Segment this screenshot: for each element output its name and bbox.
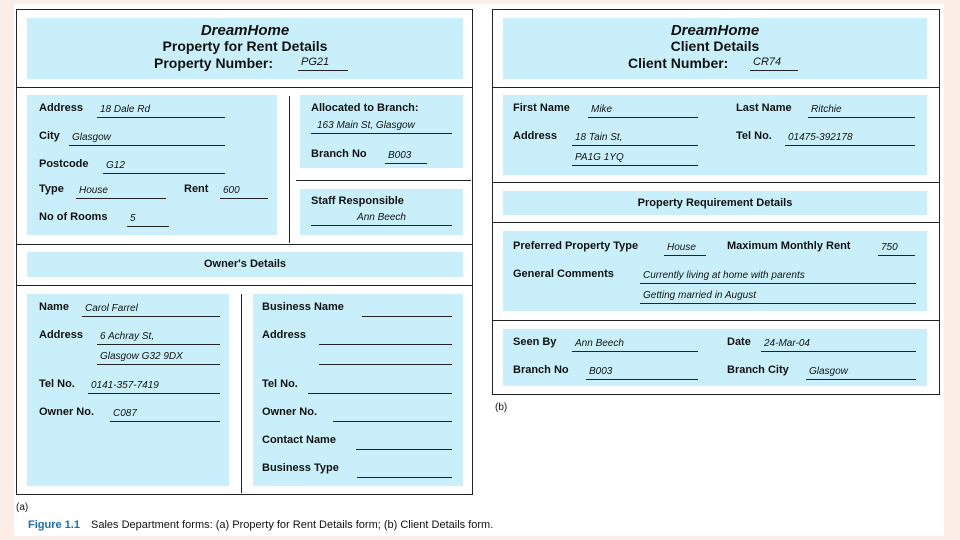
contact-name-label: Contact Name (262, 434, 336, 446)
type-value: House (76, 184, 166, 199)
postcode-label: Postcode (39, 158, 89, 170)
business-name-label: Business Name (262, 301, 344, 313)
rooms-value: 5 (127, 212, 169, 227)
city-label: City (39, 130, 60, 142)
seen-by-label: Seen By (513, 336, 557, 348)
divider (17, 244, 472, 245)
client-form-brand: DreamHome (670, 22, 760, 39)
client-tel-value: 01475-392178 (785, 131, 915, 146)
branch-city-value: Glasgow (806, 365, 916, 380)
business-tel-label: Tel No. (262, 378, 298, 390)
client-branch-no-label: Branch No (513, 364, 569, 376)
rooms-label: No of Rooms (39, 211, 108, 223)
figure-caption-text: Sales Department forms: (a) Property for Rent Details form; (b) Client Details form. (91, 519, 494, 531)
requirements-heading: Property Requirement Details (637, 197, 793, 209)
owners-details-heading: Owner's Details (203, 258, 287, 270)
owner-tel-value: 0141-357-7419 (88, 379, 220, 394)
business-type-field (357, 463, 452, 478)
client-address-label: Address (513, 130, 558, 142)
preferred-type-value: House (664, 241, 706, 256)
business-owner-no-label: Owner No. (262, 406, 318, 418)
divider (493, 320, 939, 321)
business-address-line1 (319, 330, 452, 345)
owner-address-line2: Glasgow G32 9DX (97, 350, 220, 365)
last-name-value: Ritchie (808, 103, 915, 118)
divider (493, 222, 939, 223)
property-number-label: Property Number: (154, 55, 274, 71)
client-number-label: Client Number: (628, 55, 729, 71)
figure-number: Figure 1.1 (28, 519, 80, 531)
divider (17, 285, 472, 286)
preferred-type-label: Preferred Property Type (513, 240, 639, 252)
rent-label: Rent (184, 183, 209, 195)
divider (289, 96, 290, 243)
property-form-brand: DreamHome (200, 22, 290, 39)
date-value: 24-Mar-04 (761, 337, 916, 352)
staff-label: Staff Responsible (311, 195, 404, 207)
business-type-label: Business Type (262, 462, 339, 474)
comments-line1: Currently living at home with parents (640, 269, 916, 284)
last-name-label: Last Name (736, 102, 792, 114)
max-rent-label: Maximum Monthly Rent (727, 240, 851, 252)
divider (493, 87, 939, 88)
staff-value: Ann Beech (311, 211, 452, 226)
city-value: Glasgow (69, 131, 225, 146)
figure-caption (28, 519, 493, 531)
business-address-label: Address (262, 329, 307, 341)
client-form-title: Client Details (670, 38, 760, 54)
allocated-branch-label: Allocated to Branch: (311, 102, 419, 114)
owner-no-label: Owner No. (39, 406, 95, 418)
type-label: Type (39, 183, 64, 195)
property-number-value: PG21 (298, 56, 348, 71)
branch-city-label: Branch City (727, 364, 789, 376)
seen-by-value: Ann Beech (572, 337, 698, 352)
business-owner-no-field (333, 407, 452, 422)
owner-name-value: Carol Farrel (82, 302, 220, 317)
address-value: 18 Dale Rd (97, 103, 225, 118)
first-name-value: Mike (588, 103, 698, 118)
client-number-value: CR74 (750, 56, 798, 71)
divider (17, 87, 472, 88)
client-address-line1: 18 Tain St, (572, 131, 698, 146)
client-address-line2: PA1G 1YQ (572, 151, 698, 166)
divider (241, 294, 242, 493)
owner-no-value: C087 (110, 407, 220, 422)
owner-name-label: Name (39, 301, 69, 313)
owner-tel-label: Tel No. (39, 378, 75, 390)
postcode-value: G12 (103, 159, 225, 174)
rent-value: 600 (220, 184, 268, 199)
date-label: Date (727, 336, 751, 348)
comments-label: General Comments (513, 268, 614, 280)
form-b-tag: (b) (495, 402, 508, 413)
first-name-label: First Name (513, 102, 570, 114)
owner-address-line1: 6 Achray St, (97, 330, 220, 345)
branch-no-label: Branch No (311, 148, 367, 160)
business-tel-field (308, 379, 452, 394)
branch-no-value: B003 (385, 149, 427, 164)
divider (296, 180, 471, 181)
branch-address-value: 163 Main St, Glasgow (311, 119, 452, 134)
comments-line2: Getting married in August (640, 289, 916, 304)
divider (493, 182, 939, 183)
form-a-tag: (a) (16, 502, 29, 513)
client-tel-label: Tel No. (736, 130, 772, 142)
business-name-field (362, 302, 452, 317)
max-rent-value: 750 (878, 241, 915, 256)
contact-name-field (356, 435, 452, 450)
address-label: Address (39, 102, 84, 114)
property-form-title: Property for Rent Details (162, 38, 328, 54)
business-address-line2 (319, 350, 452, 365)
owner-address-label: Address (39, 329, 84, 341)
client-branch-no-value: B003 (586, 365, 698, 380)
